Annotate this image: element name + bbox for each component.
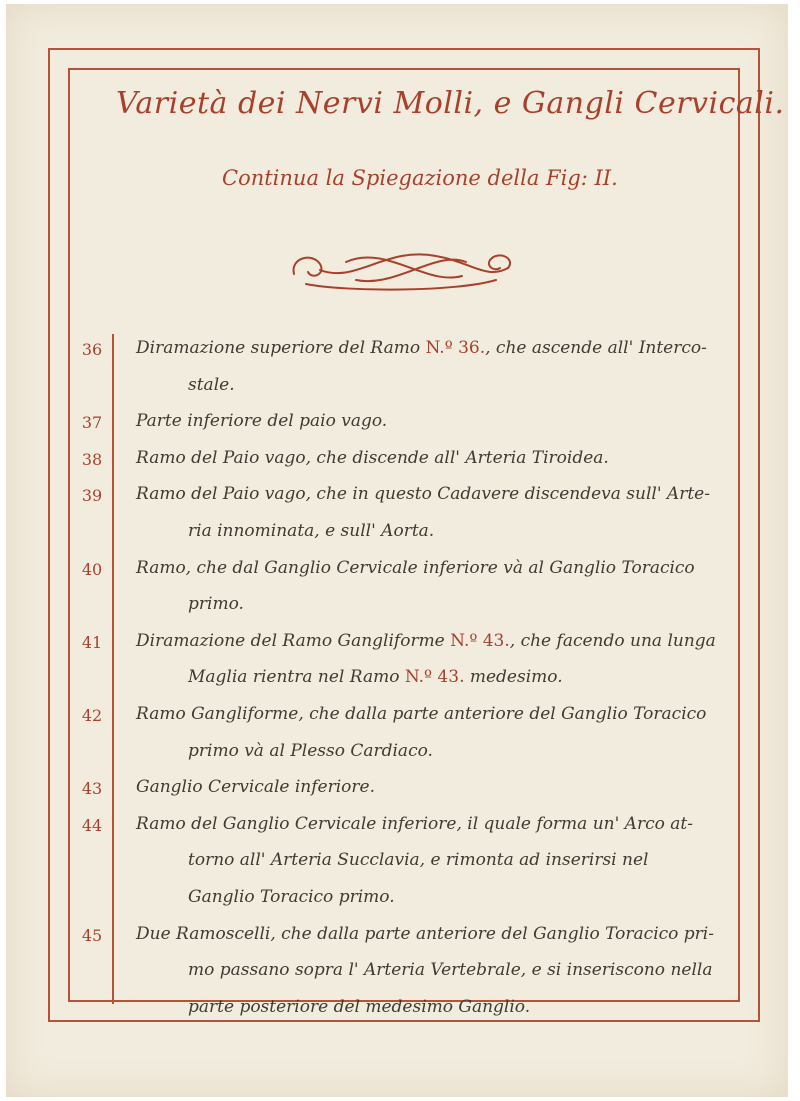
number-reference: N.º 36. (425, 338, 486, 358)
entry-number: 39 (81, 486, 103, 506)
entry-text-line (136, 411, 387, 431)
entry-text: primo và al Plesso Cardiaco. (188, 740, 433, 761)
entry-text: Due Ramoscelli, che dalla parte anteriore del Ganglio Toracico pri- (136, 923, 714, 944)
entry-text: Diramazione superiore del Ramo (136, 338, 426, 358)
entry-text: parte posteriore del medesimo Ganglio. (188, 996, 531, 1017)
entry-number: 38 (81, 449, 103, 469)
entry-text: Ramo del Paio vago, che in questo Cadavere discendeva sull' Arte- (136, 484, 710, 505)
entry-text: Ramo Gangliforme, che dalla parte anteriore del Ganglio Toracico (136, 704, 707, 724)
entry-text-line (188, 887, 395, 907)
entry-number: 41 (81, 632, 103, 652)
entry-text-line (136, 631, 716, 651)
entry-text: Maglia rientra nel Ramo (188, 667, 405, 688)
margin-rule (112, 334, 114, 1004)
entry-text: Diramazione del Ramo Gangliforme (136, 630, 451, 651)
entry-text-line (188, 594, 244, 614)
scroll-flourish-icon (286, 240, 516, 296)
page-title: Varietà dei Nervi Molli, e Gangli Cervicali. (116, 86, 785, 121)
entry-text: stale. (188, 374, 235, 395)
entry-number: 37 (81, 413, 103, 433)
entry-text-line (188, 741, 433, 761)
entry-text: Ganglio Cervicale inferiore. (136, 777, 375, 798)
entry-number: 45 (81, 925, 103, 945)
entry-text-line (136, 338, 707, 358)
entry-text: mo passano sopra l' Arteria Vertebrale, e si inseriscono nella (188, 960, 713, 981)
entry-text: ria innominata, e sull' Aorta. (188, 521, 435, 541)
entry-text-line (136, 814, 693, 834)
entry-text-line (188, 850, 648, 870)
entry-text: , che facendo una lunga (509, 630, 716, 651)
number-reference: N.º 43. (450, 630, 510, 651)
entry-text: Ramo, che dal Ganglio Cervicale inferiore và al Ganglio Toracico (136, 557, 695, 578)
entry-text: Ganglio Toracico primo. (188, 887, 395, 907)
entry-text-line (136, 448, 609, 468)
entry-text: primo. (188, 594, 244, 615)
entry-text-line (136, 704, 706, 724)
manuscript-page (6, 4, 788, 1097)
entry-number: 42 (81, 706, 103, 725)
entry-text: torno all' Arteria Succlavia, e rimonta ad inserirsi nel (188, 850, 649, 871)
entry-text-line (188, 375, 235, 395)
entry-text-line (136, 777, 375, 797)
entry-text-line (188, 960, 712, 980)
entry-number: 40 (81, 559, 103, 579)
entry-number: 43 (81, 779, 103, 799)
entry-text-line (136, 484, 710, 504)
entry-text: medesimo. (464, 667, 563, 688)
entry-text: , che ascende all' Interco- (485, 338, 707, 358)
entry-text: Ramo del Ganglio Cervicale inferiore, il quale forma un' Arco at- (136, 813, 693, 834)
entry-number: 36 (81, 340, 103, 359)
entry-text: Ramo del Paio vago, che discende all' Arteria Tiroidea. (136, 447, 609, 468)
entry-text-line (136, 924, 714, 944)
entry-text-line (188, 667, 563, 687)
page-subtitle: Continua la Spiegazione della Fig: II. (222, 166, 618, 190)
entry-text-line (136, 558, 695, 578)
number-reference: N.º 43. (404, 667, 465, 688)
entry-text-line (188, 997, 530, 1017)
entry-text-line (188, 521, 434, 541)
entry-text: Parte inferiore del paio vago. (136, 411, 388, 432)
entry-number: 44 (81, 815, 103, 835)
